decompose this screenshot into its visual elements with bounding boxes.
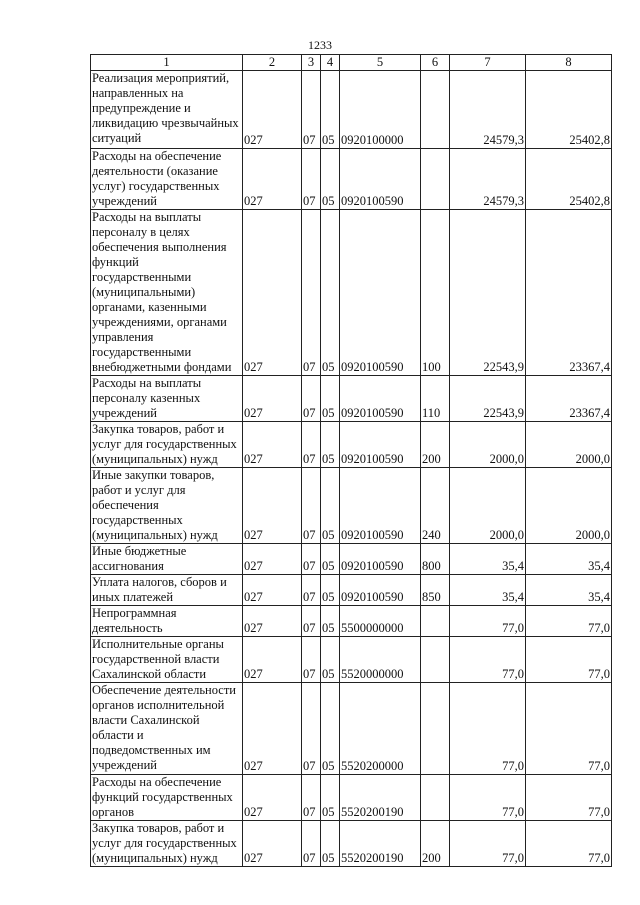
amount-col7: 77,0 xyxy=(450,637,526,683)
target-article-code xyxy=(340,575,421,606)
row-name: Реализация мероприятий, направленных на предупреждение и ликвидацию чрезвычайных ситуаций xyxy=(91,71,243,149)
table-row xyxy=(91,575,612,606)
target-article-code-part1: 55202 xyxy=(341,851,373,865)
target-article-code-part1: 09201 xyxy=(341,590,373,604)
amount-col8: 23367,4 xyxy=(526,376,612,422)
department-code: 027 xyxy=(243,544,302,575)
department-code: 027 xyxy=(243,71,302,149)
table-row xyxy=(91,775,612,821)
target-article-code xyxy=(340,637,421,683)
subsection-code: 05 xyxy=(321,71,340,149)
target-article-code xyxy=(340,71,421,149)
table-row xyxy=(91,71,612,149)
expense-type-code: 200 xyxy=(421,821,450,867)
target-article-code-part1: 55202 xyxy=(341,759,373,773)
target-article-code-part2: 00000 xyxy=(372,133,404,147)
expense-type-code: 240 xyxy=(421,468,450,544)
amount-col8: 25402,8 xyxy=(526,149,612,210)
section-code: 07 xyxy=(302,775,321,821)
subsection-code: 05 xyxy=(321,606,340,637)
department-code: 027 xyxy=(243,821,302,867)
row-name: Закупка товаров, работ и услуг для государственных (муниципальных) нужд xyxy=(91,821,243,867)
column-header: 7 xyxy=(450,55,526,71)
amount-col8: 25402,8 xyxy=(526,71,612,149)
target-article-code xyxy=(340,210,421,376)
amount-col8: 77,0 xyxy=(526,606,612,637)
expense-type-code xyxy=(421,637,450,683)
expense-type-code xyxy=(421,149,450,210)
target-article-code-part2: 00190 xyxy=(372,805,404,819)
column-header-row xyxy=(91,55,612,71)
row-name: Иные бюджетные ассигнования xyxy=(91,544,243,575)
row-name: Закупка товаров, работ и услуг для государственных (муниципальных) нужд xyxy=(91,422,243,468)
table-row xyxy=(91,637,612,683)
section-code: 07 xyxy=(302,821,321,867)
section-code: 07 xyxy=(302,637,321,683)
expense-type-code: 200 xyxy=(421,422,450,468)
target-article-code-part2: 00000 xyxy=(372,621,404,635)
subsection-code: 05 xyxy=(321,468,340,544)
target-article-code xyxy=(340,422,421,468)
row-name: Иные закупки товаров, работ и услуг для обеспечения государственных (муниципальных) нужд xyxy=(91,468,243,544)
department-code: 027 xyxy=(243,775,302,821)
target-article-code xyxy=(340,683,421,775)
department-code: 027 xyxy=(243,376,302,422)
amount-col8: 35,4 xyxy=(526,575,612,606)
row-name: Расходы на выплаты персоналу казенных учреждений xyxy=(91,376,243,422)
amount-col7: 35,4 xyxy=(450,575,526,606)
department-code: 027 xyxy=(243,683,302,775)
table-row xyxy=(91,821,612,867)
section-code: 07 xyxy=(302,376,321,422)
table-row xyxy=(91,149,612,210)
target-article-code-part1: 09201 xyxy=(341,360,373,374)
target-article-code-part2: 00190 xyxy=(372,851,404,865)
column-header: 2 xyxy=(243,55,302,71)
target-article-code-part2: 00590 xyxy=(372,528,404,542)
target-article-code-part2: 00000 xyxy=(372,759,404,773)
amount-col8: 2000,0 xyxy=(526,422,612,468)
amount-col8: 77,0 xyxy=(526,683,612,775)
section-code: 07 xyxy=(302,422,321,468)
expense-type-code xyxy=(421,683,450,775)
department-code: 027 xyxy=(243,468,302,544)
section-code: 07 xyxy=(302,468,321,544)
amount-col8: 23367,4 xyxy=(526,210,612,376)
table-row xyxy=(91,210,612,376)
target-article-code-part1: 55000 xyxy=(341,621,373,635)
section-code: 07 xyxy=(302,149,321,210)
amount-col8: 77,0 xyxy=(526,775,612,821)
target-article-code xyxy=(340,544,421,575)
target-article-code-part2: 00590 xyxy=(372,559,404,573)
target-article-code-part1: 09201 xyxy=(341,559,373,573)
row-name: Исполнительные органы государственной власти Сахалинской области xyxy=(91,637,243,683)
table-row xyxy=(91,683,612,775)
row-name: Уплата налогов, сборов и иных платежей xyxy=(91,575,243,606)
department-code: 027 xyxy=(243,575,302,606)
expense-type-code: 110 xyxy=(421,376,450,422)
subsection-code: 05 xyxy=(321,821,340,867)
target-article-code-part1: 55202 xyxy=(341,805,373,819)
target-article-code-part2: 00590 xyxy=(372,406,404,420)
target-article-code-part2: 00590 xyxy=(372,360,404,374)
target-article-code-part2: 00590 xyxy=(372,194,404,208)
expense-type-code: 800 xyxy=(421,544,450,575)
target-article-code xyxy=(340,149,421,210)
subsection-code: 05 xyxy=(321,544,340,575)
column-header: 1 xyxy=(91,55,243,71)
table-row xyxy=(91,422,612,468)
amount-col7: 77,0 xyxy=(450,775,526,821)
section-code: 07 xyxy=(302,606,321,637)
target-article-code-part2: 00000 xyxy=(372,667,404,681)
amount-col7: 77,0 xyxy=(450,683,526,775)
amount-col7: 2000,0 xyxy=(450,468,526,544)
amount-col7: 24579,3 xyxy=(450,149,526,210)
row-name: Непрограммная деятельность xyxy=(91,606,243,637)
column-header: 8 xyxy=(526,55,612,71)
table-row xyxy=(91,606,612,637)
target-article-code-part1: 09201 xyxy=(341,528,373,542)
column-header: 3 xyxy=(302,55,321,71)
target-article-code xyxy=(340,821,421,867)
target-article-code-part1: 09201 xyxy=(341,452,373,466)
subsection-code: 05 xyxy=(321,376,340,422)
amount-col7: 2000,0 xyxy=(450,422,526,468)
department-code: 027 xyxy=(243,149,302,210)
subsection-code: 05 xyxy=(321,775,340,821)
target-article-code-part1: 09201 xyxy=(341,194,373,208)
column-header: 5 xyxy=(340,55,421,71)
subsection-code: 05 xyxy=(321,683,340,775)
column-header: 4 xyxy=(321,55,340,71)
budget-table xyxy=(90,54,612,867)
expense-type-code: 100 xyxy=(421,210,450,376)
column-header: 6 xyxy=(421,55,450,71)
subsection-code: 05 xyxy=(321,422,340,468)
department-code: 027 xyxy=(243,637,302,683)
target-article-code xyxy=(340,606,421,637)
target-article-code xyxy=(340,376,421,422)
subsection-code: 05 xyxy=(321,149,340,210)
amount-col8: 35,4 xyxy=(526,544,612,575)
section-code: 07 xyxy=(302,575,321,606)
target-article-code-part2: 00590 xyxy=(372,452,404,466)
table-row xyxy=(91,468,612,544)
expense-type-code: 850 xyxy=(421,575,450,606)
amount-col8: 2000,0 xyxy=(526,468,612,544)
table-row xyxy=(91,376,612,422)
expense-type-code xyxy=(421,606,450,637)
section-code: 07 xyxy=(302,210,321,376)
amount-col7: 22543,9 xyxy=(450,376,526,422)
amount-col8: 77,0 xyxy=(526,821,612,867)
amount-col8: 77,0 xyxy=(526,637,612,683)
amount-col7: 22543,9 xyxy=(450,210,526,376)
amount-col7: 77,0 xyxy=(450,821,526,867)
target-article-code xyxy=(340,468,421,544)
row-name: Обеспечение деятельности органов исполнительной власти Сахалинской области и подведомственных им учреждений xyxy=(91,683,243,775)
expense-type-code xyxy=(421,71,450,149)
amount-col7: 35,4 xyxy=(450,544,526,575)
subsection-code: 05 xyxy=(321,575,340,606)
subsection-code: 05 xyxy=(321,210,340,376)
department-code: 027 xyxy=(243,210,302,376)
expense-type-code xyxy=(421,775,450,821)
target-article-code xyxy=(340,775,421,821)
row-name: Расходы на выплаты персоналу в целях обеспечения выполнения функций государственными (муниципальными) органами, казенными учреждениями, органами управления государственными внебюджетными фондами xyxy=(91,210,243,376)
target-article-code-part1: 09201 xyxy=(341,406,373,420)
section-code: 07 xyxy=(302,71,321,149)
target-article-code-part1: 55200 xyxy=(341,667,373,681)
page-number: 1233 xyxy=(308,38,332,52)
row-name: Расходы на обеспечение функций государственных органов xyxy=(91,775,243,821)
department-code: 027 xyxy=(243,422,302,468)
amount-col7: 24579,3 xyxy=(450,71,526,149)
section-code: 07 xyxy=(302,683,321,775)
department-code: 027 xyxy=(243,606,302,637)
amount-col7: 77,0 xyxy=(450,606,526,637)
target-article-code-part2: 00590 xyxy=(372,590,404,604)
table-row xyxy=(91,544,612,575)
subsection-code: 05 xyxy=(321,637,340,683)
target-article-code-part1: 09201 xyxy=(341,133,373,147)
section-code: 07 xyxy=(302,544,321,575)
row-name: Расходы на обеспечение деятельности (оказание услуг) государственных учреждений xyxy=(91,149,243,210)
